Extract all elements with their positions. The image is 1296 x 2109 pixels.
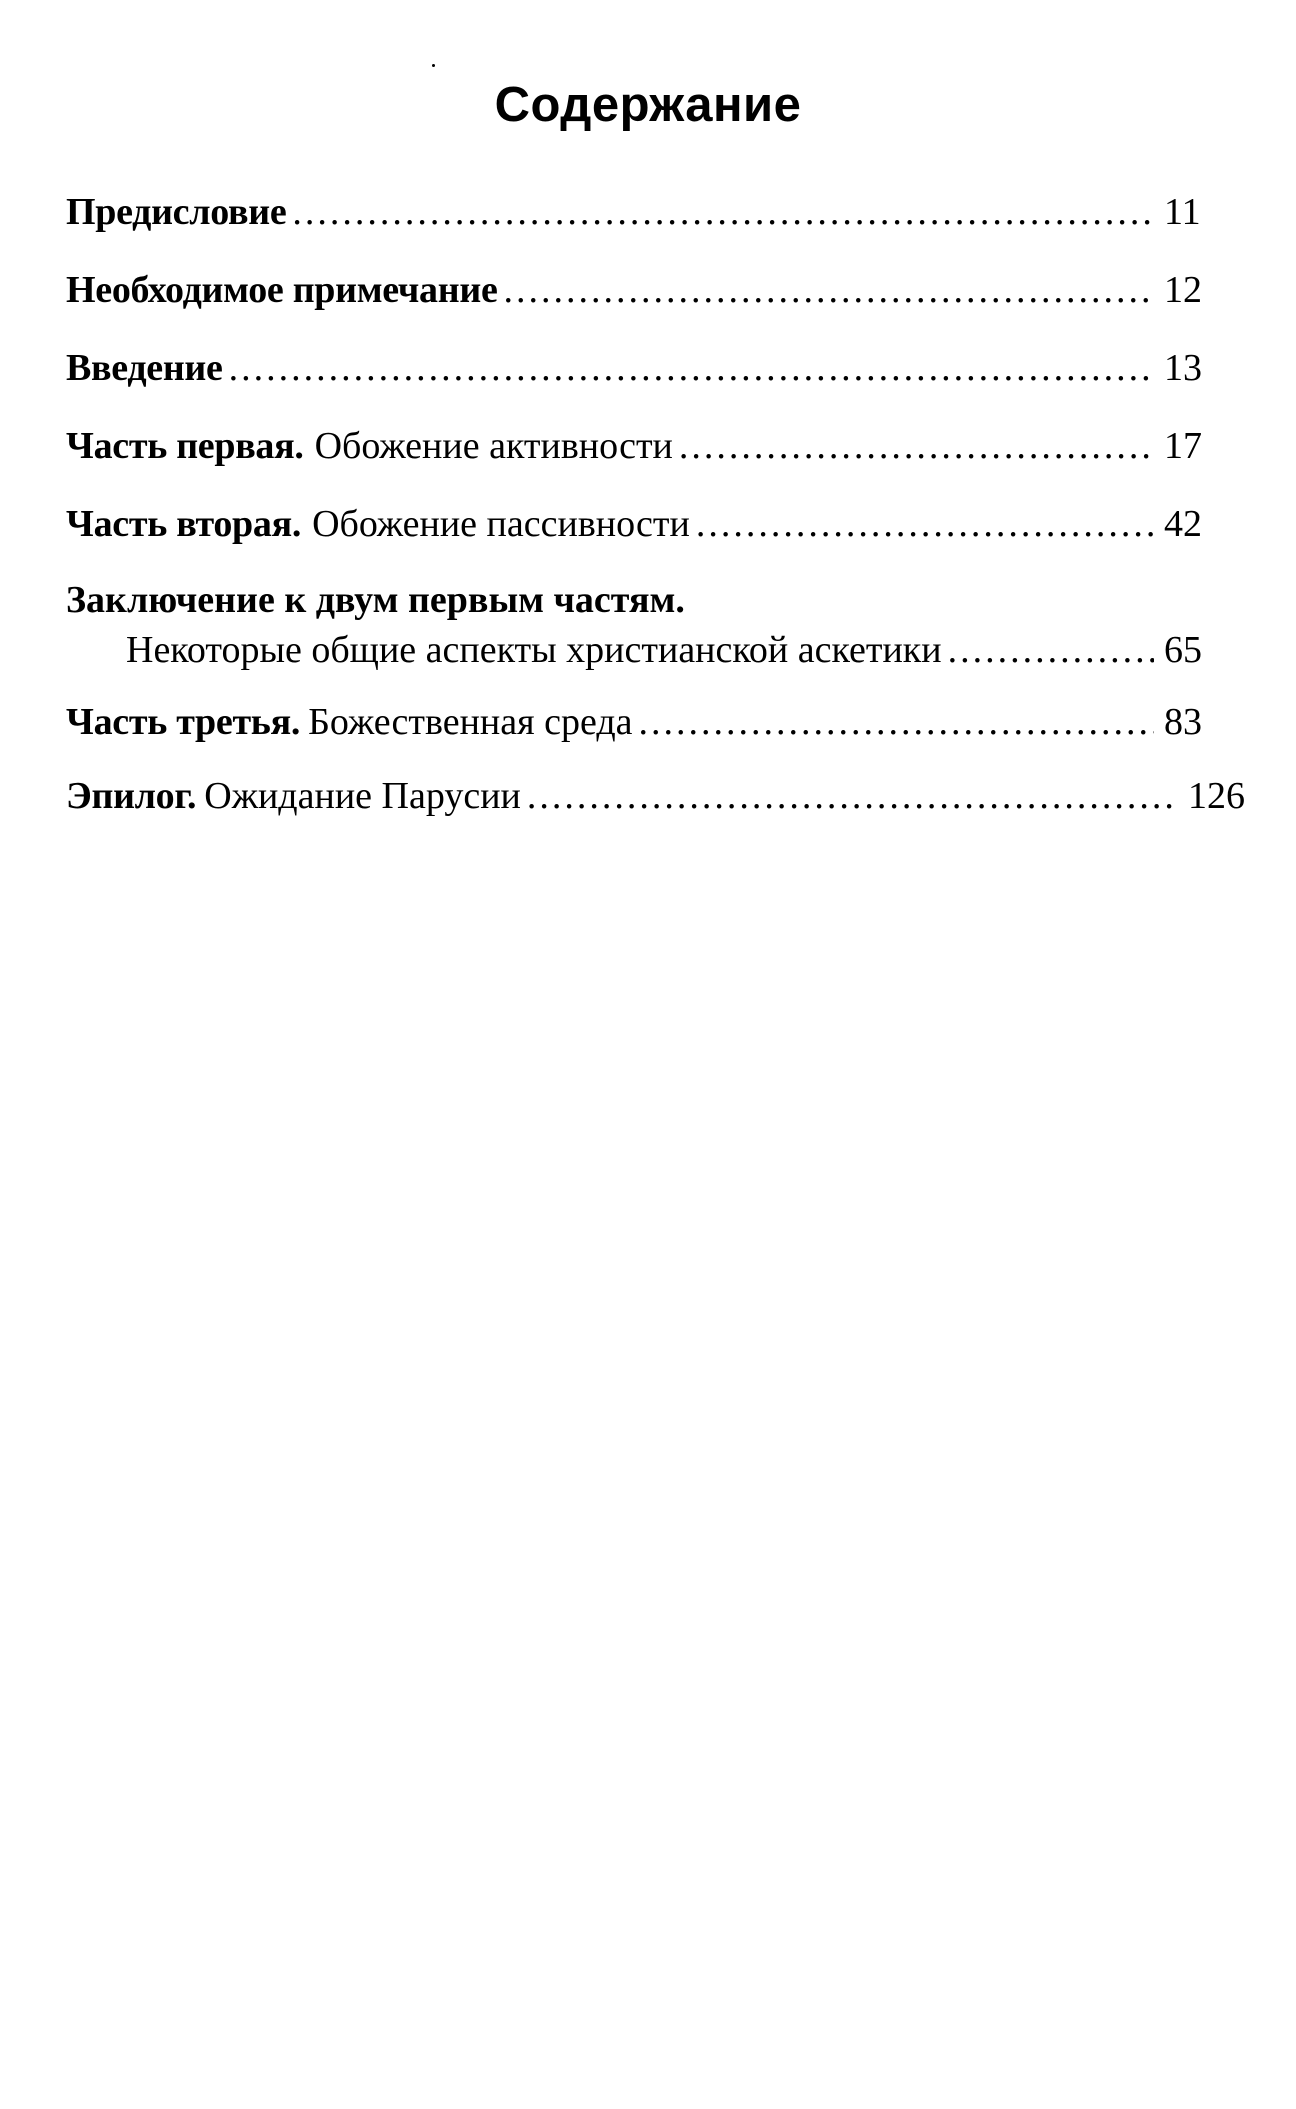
toc-page-number: 12 (1164, 269, 1202, 311)
toc-page-number: 83 (1164, 701, 1202, 743)
toc-entry-necessary-note[interactable] (66, 266, 1222, 314)
toc-entry-part-two[interactable] (66, 500, 1222, 548)
dot-leader (527, 772, 1178, 820)
toc-page-number: 11 (1164, 191, 1201, 233)
toc-entry-title: Необходимое примечание (66, 269, 498, 311)
toc-entry-part-label: Эпилог. (66, 775, 197, 817)
toc-entry-title: Введение (66, 347, 223, 389)
toc-entry-title: Обожение активности (314, 425, 673, 467)
toc-entry-epilogue[interactable] (66, 772, 1246, 820)
toc-entry-preface[interactable] (66, 188, 1222, 236)
toc-page-number: 42 (1164, 503, 1202, 545)
toc-entry-title: Предисловие (66, 191, 287, 233)
toc-entry-part-one[interactable] (66, 422, 1222, 470)
dot-leader (679, 422, 1154, 470)
toc-page-number: 13 (1164, 347, 1202, 389)
dot-leader (504, 266, 1154, 314)
dot-leader (948, 626, 1154, 674)
toc-page-number: 126 (1188, 775, 1245, 817)
toc-entry-part-label: Часть первая. (66, 425, 304, 467)
toc-page-number: 65 (1164, 629, 1202, 671)
dot-leader (292, 188, 1154, 236)
toc-entry-introduction[interactable] (66, 344, 1222, 392)
page-title: Содержание (494, 77, 802, 132)
toc-entry-heading: Заключение к двум первым частям. (66, 579, 685, 621)
toc-entry-conclusion[interactable] (66, 576, 1222, 674)
dot-leader (639, 698, 1154, 746)
toc-entry-part-three[interactable] (66, 698, 1222, 746)
toc-entry-title: Божественная среда (308, 701, 633, 743)
dot-leader (696, 500, 1154, 548)
toc-entry-title: Ожидание Парусии (204, 775, 521, 817)
toc-entry-title: Некоторые общие аспекты христианской аскетики (126, 629, 942, 671)
toc-entry-part-label: Часть третья. (66, 701, 301, 743)
toc-entry-part-label: Часть вторая. (66, 503, 302, 545)
toc-page-number: 17 (1164, 425, 1202, 467)
dot-leader (229, 344, 1154, 392)
toc-entry-title: Обожение пассивности (312, 503, 690, 545)
stray-dot (432, 64, 435, 67)
